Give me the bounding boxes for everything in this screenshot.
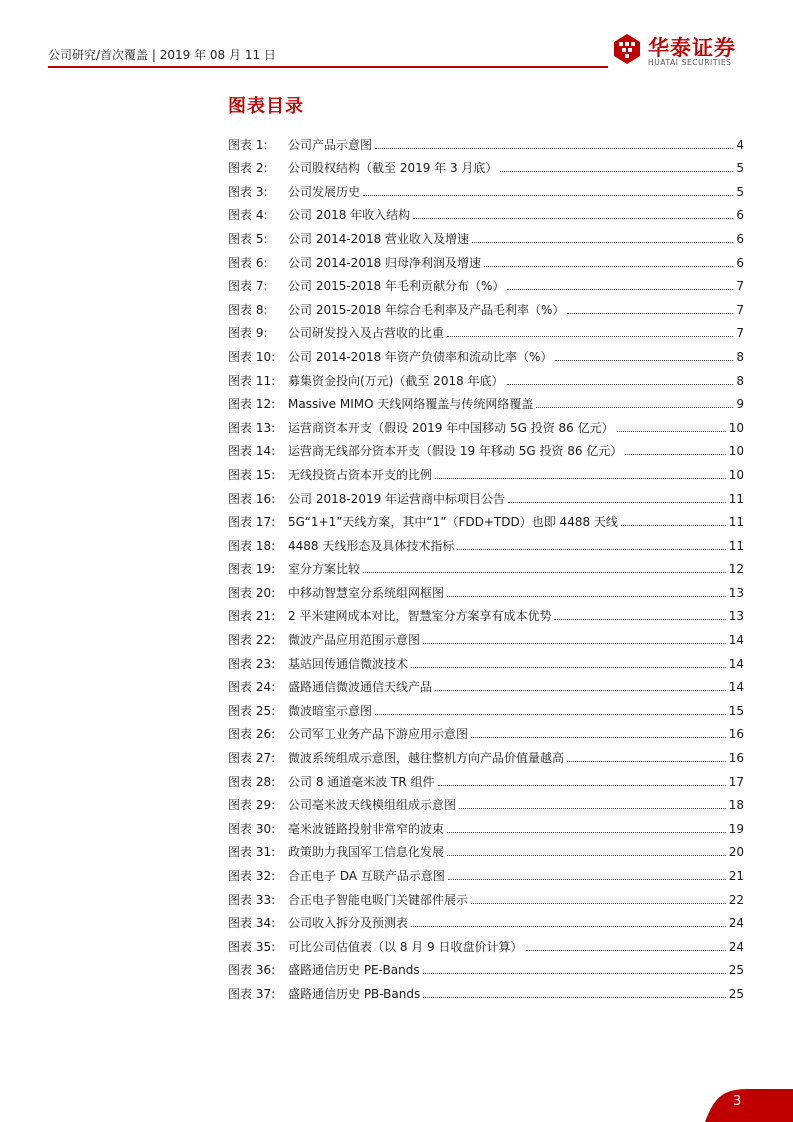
toc-entry-page: 6 <box>736 231 744 246</box>
toc-entry-label: 图表 32: <box>228 869 276 883</box>
toc-entry-leader <box>567 761 726 762</box>
toc-entry-title: 盛路通信微波通信天线产品 <box>288 680 433 695</box>
toc-entry[interactable] <box>228 576 744 600</box>
toc-entry[interactable] <box>228 199 744 223</box>
toc-entry[interactable] <box>228 529 744 553</box>
toc-entry-page: 11 <box>728 515 744 530</box>
toc-entry[interactable] <box>228 859 744 883</box>
logo-name-cn: 华泰证券 <box>648 36 736 60</box>
toc-entry-page: 19 <box>728 821 744 836</box>
toc-entry-title: 室分方案比较 <box>288 562 361 577</box>
toc-entry-leader <box>484 266 733 267</box>
toc-entry[interactable] <box>228 175 744 199</box>
toc-entry-label: 图表 4: <box>228 208 268 223</box>
toc-entry-page: 11 <box>728 491 744 506</box>
toc-entry-page: 11 <box>728 538 744 553</box>
toc-entry-page: 14 <box>728 633 744 648</box>
toc-entry-title: 公司 2015-2018 年毛利贡献分布（%） <box>288 279 505 294</box>
toc-entry[interactable] <box>228 482 744 506</box>
toc-entry-label: 图表 23: <box>228 656 276 671</box>
toc-entry-leader <box>413 218 733 219</box>
toc-entry-leader <box>507 289 733 290</box>
toc-entry[interactable] <box>228 954 744 978</box>
toc-entry-leader <box>448 879 726 880</box>
toc-entry-leader <box>555 360 733 361</box>
toc-entry-label: 图表 37: <box>228 986 276 1001</box>
toc-entry-page: 25 <box>728 986 744 1001</box>
toc-entry-title: 2 平米建网成本对比，智慧室分方案享有成本优势 <box>288 609 552 624</box>
toc-entry-page: 25 <box>728 963 744 978</box>
toc-entry-leader <box>617 431 726 432</box>
toc-entry[interactable] <box>228 718 744 742</box>
toc-entry-label: 图表 19: <box>228 562 276 577</box>
toc-entry-leader <box>423 973 726 974</box>
footer-page-tab <box>705 1085 793 1122</box>
toc-entry-title: 基站回传通信微波技术 <box>288 656 409 671</box>
toc-entry-label: 图表 13: <box>228 420 276 435</box>
toc-entry-page: 21 <box>728 869 744 883</box>
toc-entry-leader <box>472 242 733 243</box>
toc-entry-title: 盛路通信历史 PE-Bands <box>288 963 420 978</box>
toc-entry-label: 图表 11: <box>228 373 276 388</box>
toc-entry-leader <box>375 714 726 715</box>
toc-entry-page: 6 <box>736 255 744 270</box>
toc-entry-label: 图表 25: <box>228 703 276 718</box>
toc-entry-page: 8 <box>736 373 744 388</box>
toc-entry-page: 8 <box>736 349 744 364</box>
toc-entry-title: 公司毫米波天线模组组成示意图 <box>288 798 457 813</box>
toc-entry-label: 图表 30: <box>228 821 276 836</box>
toc-entry-page: 5 <box>736 161 744 176</box>
toc-entry-leader <box>435 690 726 691</box>
toc-entry-leader <box>447 855 726 856</box>
toc-entry-page: 5 <box>736 184 744 199</box>
toc-entry-page: 4 <box>736 137 744 152</box>
toc-entry-label: 图表 16: <box>228 491 276 506</box>
logo-name-en: HUATAI SECURITIES <box>648 58 732 67</box>
toc-entry-page: 12 <box>728 562 744 577</box>
toc-entry-leader <box>507 384 734 385</box>
toc-entry-label: 图表 22: <box>228 633 276 648</box>
toc-entry[interactable] <box>228 789 744 813</box>
toc-entry[interactable] <box>228 765 744 789</box>
toc-entry-title: 公司发展历史 <box>288 184 361 199</box>
toc-entry-label: 图表 34: <box>228 916 276 931</box>
toc-entry-leader <box>554 619 725 620</box>
toc-entry-page: 14 <box>728 680 744 695</box>
toc-entry-title: 4488 天线形态及具体技术指标 <box>288 538 455 553</box>
toc-entry-page: 9 <box>736 397 744 412</box>
toc-entry-page: 15 <box>728 703 744 718</box>
toc-entry[interactable] <box>228 741 744 765</box>
toc-entry-label: 图表 18: <box>228 538 276 553</box>
toc-entry-label: 图表 17: <box>228 515 276 530</box>
figure-toc-list <box>228 128 744 1001</box>
toc-entry-page: 6 <box>736 208 744 223</box>
toc-entry-page: 7 <box>736 279 744 294</box>
toc-entry-title: 政策助力我国军工信息化发展 <box>288 845 445 860</box>
toc-entry-page: 22 <box>728 892 744 907</box>
toc-entry-title: 公司 2018-2019 年运营商中标项目公告 <box>288 491 506 506</box>
toc-entry-title: 运营商资本开支（假设 2019 年中国移动 5G 投资 86 亿元） <box>288 420 614 435</box>
toc-entry-leader <box>526 950 726 951</box>
toc-entry-label: 图表 26: <box>228 727 276 742</box>
toc-entry-leader <box>459 808 726 809</box>
page-number: 3 <box>733 1094 742 1109</box>
toc-entry[interactable] <box>228 364 744 388</box>
toc-entry-leader <box>435 478 726 479</box>
toc-entry[interactable] <box>228 553 744 577</box>
toc-entry[interactable] <box>228 506 744 530</box>
toc-entry-label: 图表 28: <box>228 774 276 789</box>
toc-entry-page: 10 <box>728 444 744 459</box>
toc-entry-title: 中移动智慧室分系统组网框图 <box>288 585 445 600</box>
toc-entry[interactable] <box>228 152 744 176</box>
toc-entry[interactable] <box>228 883 744 907</box>
toc-entry[interactable] <box>228 222 744 246</box>
header-divider <box>48 66 608 68</box>
toc-entry[interactable] <box>228 812 744 836</box>
toc-entry[interactable] <box>228 623 744 647</box>
toc-entry-label: 图表 5: <box>228 231 268 246</box>
toc-entry-leader <box>447 596 726 597</box>
toc-entry-page: 16 <box>728 751 744 766</box>
toc-entry-title: 公司收入拆分及预测表 <box>288 916 409 931</box>
toc-entry-page: 7 <box>736 302 744 317</box>
toc-entry-page: 13 <box>728 609 744 624</box>
toc-entry-title: 微波暗室示意图 <box>288 703 373 718</box>
toc-entry-leader <box>471 737 726 738</box>
toc-entry-title: 微波产品应用范围示意图 <box>288 633 421 648</box>
toc-entry-leader <box>363 195 733 196</box>
toc-entry-page: 7 <box>736 326 744 341</box>
toc-entry-label: 图表 20: <box>228 585 276 600</box>
toc-entry-page: 18 <box>728 798 744 813</box>
toc-entry-label: 图表 6: <box>228 255 268 270</box>
toc-entry[interactable] <box>228 317 744 341</box>
toc-entry-label: 图表 10: <box>228 349 276 364</box>
toc-entry-label: 图表 36: <box>228 963 276 978</box>
toc-entry-title: 公司研发投入及占营收的比重 <box>288 326 445 341</box>
toc-entry-title: 公司产品示意图 <box>288 137 373 152</box>
toc-entry-label: 图表 8: <box>228 302 268 317</box>
toc-entry-title: 合正电子智能电吸门关键部件展示 <box>288 892 469 907</box>
toc-entry-leader <box>447 832 726 833</box>
section-title: 图表目录 <box>228 96 304 117</box>
toc-entry-leader <box>375 148 733 149</box>
toc-entry[interactable] <box>228 293 744 317</box>
toc-entry-label: 图表 21: <box>228 609 276 624</box>
toc-entry-label: 图表 1: <box>228 137 268 152</box>
toc-entry[interactable] <box>228 647 744 671</box>
toc-entry-label: 图表 3: <box>228 184 268 199</box>
toc-entry-title: 募集资金投向(万元)（截至 2018 年底） <box>288 373 504 388</box>
toc-entry-leader <box>363 572 726 573</box>
report-header <box>48 46 276 63</box>
toc-entry-leader <box>457 549 725 550</box>
toc-entry-title: 盛路通信历史 PB-Bands <box>288 986 421 1001</box>
toc-entry[interactable] <box>228 600 744 624</box>
toc-entry-label: 图表 35: <box>228 939 276 954</box>
toc-entry[interactable] <box>228 388 744 412</box>
toc-entry-label: 图表 29: <box>228 798 276 813</box>
toc-entry-label: 图表 2: <box>228 161 268 176</box>
toc-entry-title: 公司 2015-2018 年综合毛利率及产品毛利率（%） <box>288 302 565 317</box>
toc-entry[interactable] <box>228 246 744 270</box>
toc-entry-leader <box>411 667 726 668</box>
toc-entry-label: 图表 33: <box>228 892 276 907</box>
toc-entry-leader <box>625 454 725 455</box>
toc-entry[interactable] <box>228 930 744 954</box>
toc-entry-title: 合正电子 DA 互联产品示意图 <box>288 869 445 883</box>
toc-entry-title: 可比公司估值表（以 8 月 9 日收盘价计算） <box>288 939 523 954</box>
toc-entry[interactable] <box>228 270 744 294</box>
toc-entry-title: Massive MIMO 天线网络覆盖与传统网络覆盖 <box>288 397 534 412</box>
toc-entry-page: 24 <box>728 916 744 931</box>
toc-entry-leader <box>536 407 733 408</box>
toc-entry-title: 运营商无线部分资本开支（假设 19 年移动 5G 投资 86 亿元） <box>288 444 623 459</box>
toc-entry[interactable] <box>228 458 744 482</box>
toc-entry-leader <box>411 926 726 927</box>
toc-entry-leader <box>567 313 733 314</box>
header-breadcrumb: 公司研究/首次覆盖 <box>48 48 149 62</box>
toc-entry-title: 微波系统组成示意图，越往整机方向产品价值量越高 <box>288 751 565 766</box>
toc-entry-leader <box>423 997 725 998</box>
toc-entry-leader <box>621 525 726 526</box>
toc-entry-page: 13 <box>728 585 744 600</box>
header-separator: | <box>151 48 156 62</box>
toc-entry-leader <box>438 785 726 786</box>
toc-entry-page: 14 <box>728 656 744 671</box>
toc-entry-title: 公司 2014-2018 营业收入及增速 <box>288 231 470 246</box>
toc-entry-page: 20 <box>728 845 744 860</box>
toc-entry-label: 图表 31: <box>228 845 276 860</box>
toc-entry-title: 5G“1+1”天线方案，其中“1”（FDD+TDD）也即 4488 天线 <box>288 515 618 530</box>
toc-entry[interactable] <box>228 435 744 459</box>
toc-entry[interactable] <box>228 671 744 695</box>
toc-entry-title: 毫米波链路投射非常窄的波束 <box>288 821 445 836</box>
toc-entry-title: 公司军工业务产品下游应用示意图 <box>288 727 469 742</box>
toc-entry-title: 公司股权结构（截至 2019 年 3 月底） <box>288 161 498 176</box>
toc-entry-leader <box>500 171 733 172</box>
toc-entry-title: 公司 8 通道毫米波 TR 组件 <box>288 774 435 789</box>
toc-entry[interactable] <box>228 694 744 718</box>
toc-entry[interactable] <box>228 128 744 152</box>
toc-entry[interactable] <box>228 977 744 1001</box>
toc-entry[interactable] <box>228 907 744 931</box>
toc-entry-title: 公司 2014-2018 年资产负债率和流动比率（%） <box>288 349 553 364</box>
toc-entry-page: 16 <box>728 727 744 742</box>
toc-entry-leader <box>508 502 726 503</box>
toc-entry[interactable] <box>228 411 744 435</box>
toc-entry-leader <box>423 643 726 644</box>
huatai-logo-mark-icon <box>614 34 640 64</box>
toc-entry-title: 公司 2018 年收入结构 <box>288 208 411 223</box>
toc-entry[interactable] <box>228 340 744 364</box>
toc-entry[interactable] <box>228 836 744 860</box>
huatai-logo <box>614 34 754 70</box>
toc-entry-label: 图表 14: <box>228 444 276 459</box>
toc-entry-page: 10 <box>728 420 744 435</box>
toc-entry-label: 图表 24: <box>228 680 276 695</box>
toc-entry-label: 图表 12: <box>228 397 276 412</box>
toc-entry-title: 无线投资占资本开支的比例 <box>288 467 433 482</box>
toc-entry-leader <box>471 903 726 904</box>
toc-entry-page: 10 <box>728 467 744 482</box>
toc-entry-label: 图表 9: <box>228 326 268 341</box>
header-date: 2019 年 08 月 11 日 <box>159 48 276 62</box>
toc-entry-page: 24 <box>728 939 744 954</box>
toc-entry-label: 图表 27: <box>228 751 276 766</box>
toc-entry-title: 公司 2014-2018 归母净利润及增速 <box>288 255 482 270</box>
toc-entry-leader <box>447 336 733 337</box>
toc-entry-label: 图表 7: <box>228 279 268 294</box>
toc-entry-label: 图表 15: <box>228 467 276 482</box>
toc-entry-page: 17 <box>728 774 744 789</box>
